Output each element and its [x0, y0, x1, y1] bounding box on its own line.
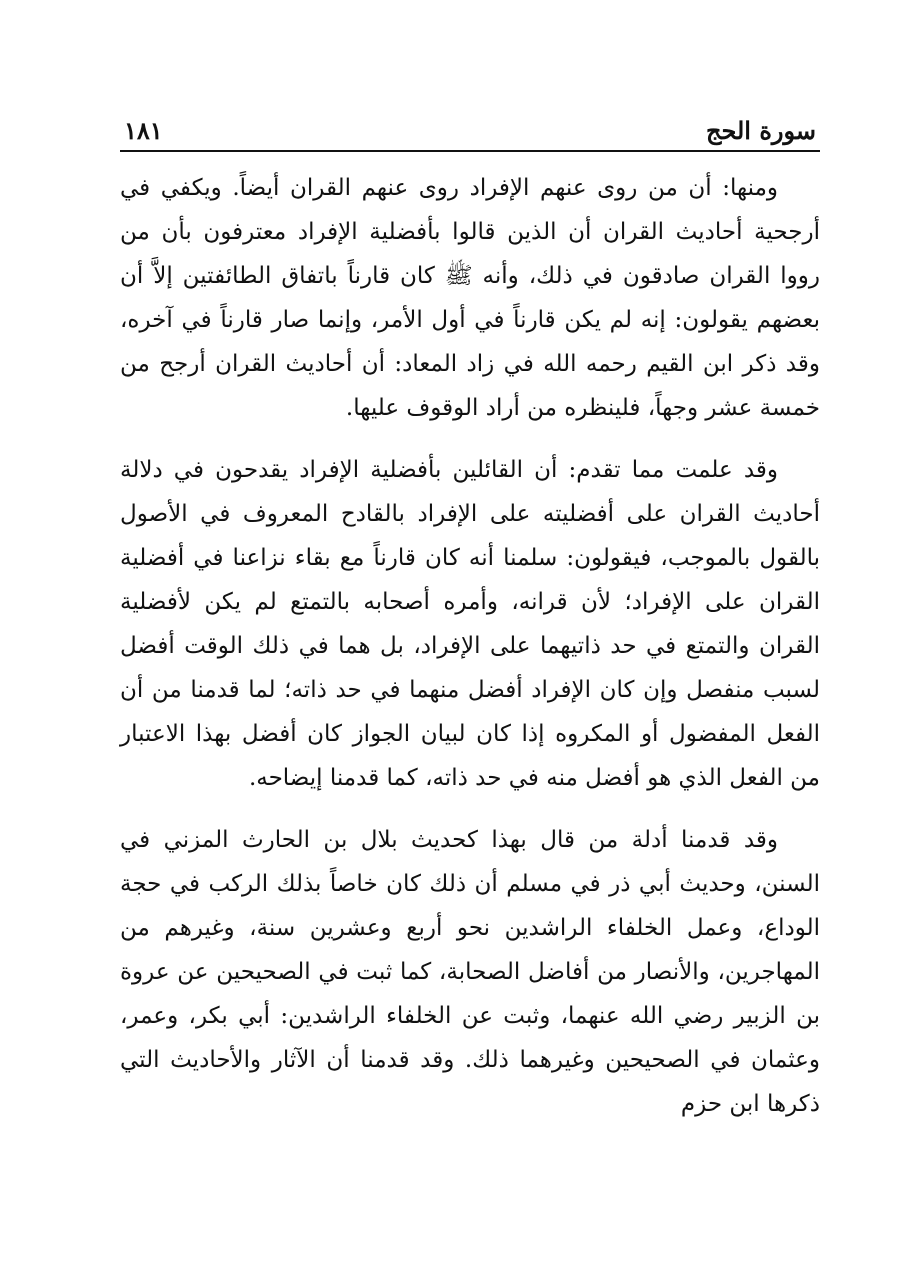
book-page: [120, 112, 820, 1126]
paragraph: ومنها: أن من روى عنهم الإفراد روى عنهم القران أيضاً. ويكفي في أرجحية أحاديث القران أن الذين قالوا بأفضلية الإفراد معترفون بأن من رووا القران صادقون في ذلك، وأنه ﷺ كان قارناً باتفاق الطائفتين إلاَّ أن بعضهم يقولون: إنه لم يكن قارناً في أول الأمر، وإنما صار قارناً في آخره، وقد ذكر ابن القيم رحمه الله في زاد المعاد: أن أحاديث القران أرجح من خمسة عشر وجهاً، فلينظره من أراد الوقوف عليها.: [120, 175, 820, 421]
paragraph: وقد قدمنا أدلة من قال بهذا كحديث بلال بن الحارث المزني في السنن، وحديث أبي ذر في مسلم أن ذلك كان خاصاً بذلك الركب في حجة الوداع، وعمل الخلفاء الراشدين نحو أربع وعشرين سنة، وغيرهم من المهاجرين، والأنصار من أفاضل الصحابة، كما ثبت في الصحيحين عن عروة بن الزبير رضي الله عنهما، وثبت عن الخلفاء الراشدين: أبي بكر، وعمر، وعثمان في الصحيحين وغيرهما ذلك. وقد قدمنا أن الآثار والأحاديث التي ذكرها ابن حزم: [120, 827, 820, 1117]
paragraph: وقد علمت مما تقدم: أن القائلين بأفضلية الإفراد يقدحون في دلالة أحاديث القران على أفضليته على الإفراد بالقادح المعروف في الأصول بالقول بالموجب، فيقولون: سلمنا أنه كان قارناً مع بقاء نزاعنا في أفضلية القران على الإفراد؛ لأن قرانه، وأمره أصحابه بالتمتع لم يكن لأفضلية القران والتمتع في حد ذاتيهما على الإفراد، بل هما في ذلك الوقت أفضل لسبب منفصل وإن كان الإفراد أفضل منهما في حد ذاته؛ لما قدمنا من أن الفعل المفضول أو المكروه إذا كان لبيان الجواز كان أفضل بهذا الاعتبار من الفعل الذي هو أفضل منه في حد ذاته، كما قدمنا إيضاحه.: [120, 457, 820, 791]
page-number: ١٨١: [124, 116, 163, 145]
running-title: سورة الحج: [706, 116, 816, 145]
body-text: [120, 166, 820, 1126]
header-rule: [120, 150, 820, 152]
page-header: [120, 112, 820, 146]
